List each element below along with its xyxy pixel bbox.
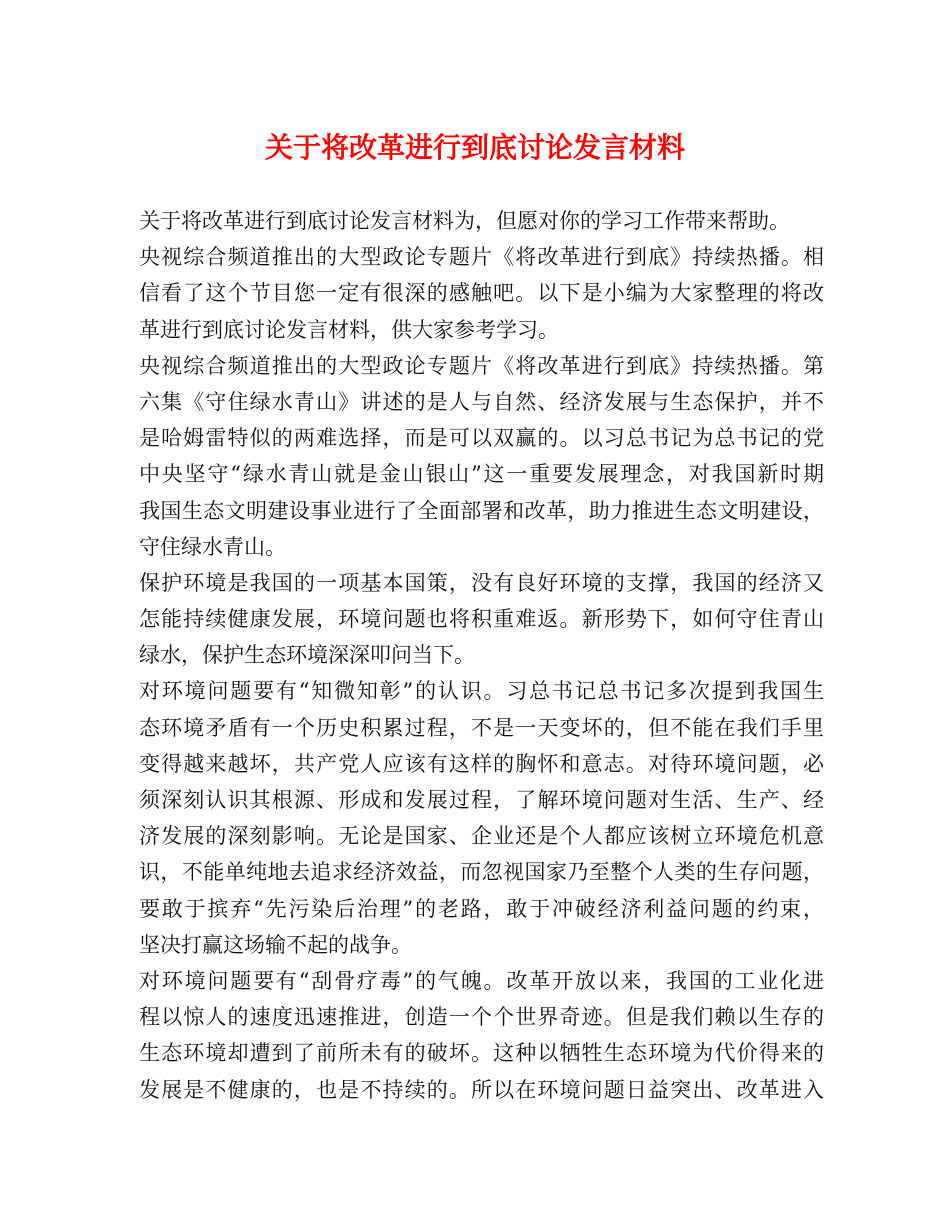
paragraph-5-line-7: 要敢于摈弃“先污染后治理”的老路，敢于冲破经济利益问题的约束， — [139, 896, 824, 921]
paragraph-3-line-4: 中央坚守“绿水青山就是金山银山”这一重要发展理念，对我国新时期 — [139, 462, 824, 487]
paragraph-3-line-5: 我国生态文明建设事业进行了全面部署和改革，助力推进生态文明建设， — [139, 498, 824, 523]
paragraph-6-line-3: 生态环境却遭到了前所未有的破坏。这种以牺牲生态环境为代价得来的 — [139, 1041, 824, 1066]
paragraph-4-line-1: 保护环境是我国的一项基本国策，没有良好环境的支撑，我国的经济又 — [139, 570, 824, 595]
paragraph-2-line-3: 革进行到底讨论发言材料，供大家参考学习。 — [139, 317, 559, 342]
paragraph-3-line-6: 守住绿水青山。 — [139, 534, 286, 559]
paragraph-5-line-2: 态环境矛盾有一个历史积累过程，不是一天变坏的，但不能在我们手里 — [139, 715, 824, 740]
paragraph-5-line-3: 变得越来越坏，共产党人应该有这样的胸怀和意志。对待环境问题，必 — [139, 751, 824, 776]
paragraph-4-line-2: 怎能持续健康发展，环境问题也将积重难返。新形势下，如何守住青山 — [139, 607, 824, 632]
paragraph-5-line-8: 坚决打赢这场输不起的战争。 — [139, 932, 412, 957]
paragraph-5-line-1: 对环境问题要有“知微知彰”的认识。习总书记总书记多次提到我国生 — [139, 679, 824, 704]
document-body — [139, 203, 824, 1108]
paragraph-6-line-4: 发展是不健康的，也是不持续的。所以在环境问题日益突出、改革进入 — [139, 1077, 824, 1102]
paragraph-1-line-1: 关于将改革进行到底讨论发言材料为，但愿对你的学习工作带来帮助。 — [139, 209, 790, 233]
paragraph-3-line-3: 是哈姆雷特似的两难选择，而是可以双赢的。以习总书记为总书记的党 — [139, 426, 824, 451]
paragraph-5-line-5: 济发展的深刻影响。无论是国家、企业还是个人都应该树立环境危机意 — [139, 824, 824, 849]
paragraph-6-line-1: 对环境问题要有“刮骨疗毒”的气魄。改革开放以来，我国的工业化进 — [139, 968, 824, 993]
paragraph-3-line-1: 央视综合频道推出的大型政论专题片《将改革进行到底》持续热播。第 — [139, 353, 824, 378]
paragraph-5-line-4: 须深刻认识其根源、形成和发展过程，了解环境问题对生活、生产、经 — [139, 788, 824, 812]
paragraph-2-line-1: 央视综合频道推出的大型政论专题片《将改革进行到底》持续热播。相 — [139, 245, 824, 270]
document-title: 关于将改革进行到底讨论发言材料 — [264, 131, 685, 164]
paragraph-6-line-2: 程以惊人的速度迅速推进，创造一个个世界奇迹。但是我们赖以生存的 — [139, 1005, 824, 1030]
paragraph-3-line-2: 六集《守住绿水青山》讲述的是人与自然、经济发展与生态保护，并不 — [139, 389, 824, 414]
paragraph-2-line-2: 信看了这个节目您一定有很深的感触吧。以下是小编为大家整理的将改 — [139, 281, 824, 306]
paragraph-4-line-3: 绿水，保护生态环境深深叩问当下。 — [139, 643, 475, 668]
paragraph-5-line-6: 识，不能单纯地去追求经济效益，而忽视国家乃至整个人类的生存问题， — [139, 860, 824, 885]
